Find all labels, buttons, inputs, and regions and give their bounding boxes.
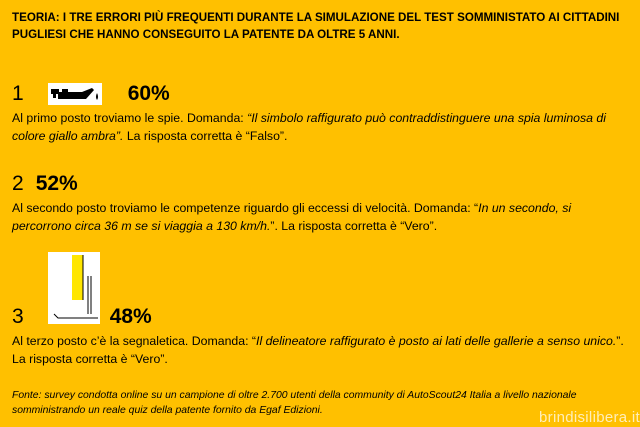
page-title: TEORIA: I TRE ERRORI PIÙ FREQUENTI DURANTE LA SIMULAZIONE DEL TEST SOMMINISTATO AI CITTADINI PUGLIESI CHE HANNO CONSEGUITO LA PATENTE DA OLTRE 5 ANNI. [12,11,620,41]
percentage: 60% [127,82,170,105]
percentage: 52% [35,172,78,195]
rank-2-header [12,172,78,196]
rank-1-header [12,82,170,106]
item-2-description: Al secondo posto troviamo le competenze riguardo gli eccessi di velocità. Domanda: “In un secondo, si percorrono circa 36 m se si viaggia a 130 km/h.”. La risposta corretta è “Vero”. [12,201,572,233]
percentage: 48% [109,305,152,328]
question-text: In un secondo, si percorrono circa 36 m se si viaggia a 130 km/h. [12,201,572,233]
watermark: brindisilibera.it [539,409,640,426]
source-note: Fonte: survey condotta online su un campione di oltre 2.700 utenti della community di AutoScout24 Italia a livello nazionale somministrando un reale quiz della patente fornito da Egaf Edizioni. [12,390,577,416]
item-3-description: Al terzo posto c’è la segnaletica. Domanda: “Il delineatore raffigurato è posto ai lati delle gallerie a senso unico.”. La risposta corretta è “Vero”. [12,334,624,366]
oil-pressure-warning-icon [48,83,102,105]
rank-number: 3 [12,305,24,328]
question-text: Il delineatore raffigurato è posto ai lati delle gallerie a senso unico. [256,334,617,348]
rank-number: 1 [12,82,24,105]
item-1-description: Al primo posto troviamo le spie. Domanda: “Il simbolo raffigurato può contraddistinguere una spia luminosa di colore giallo ambra”. La risposta corretta è “Falso”. [12,111,606,143]
rank-number: 2 [12,172,24,195]
question-text: “Il simbolo raffigurato può contraddistinguere una spia luminosa di colore giallo ambra”. [12,111,606,143]
rank-3-header [12,305,152,329]
